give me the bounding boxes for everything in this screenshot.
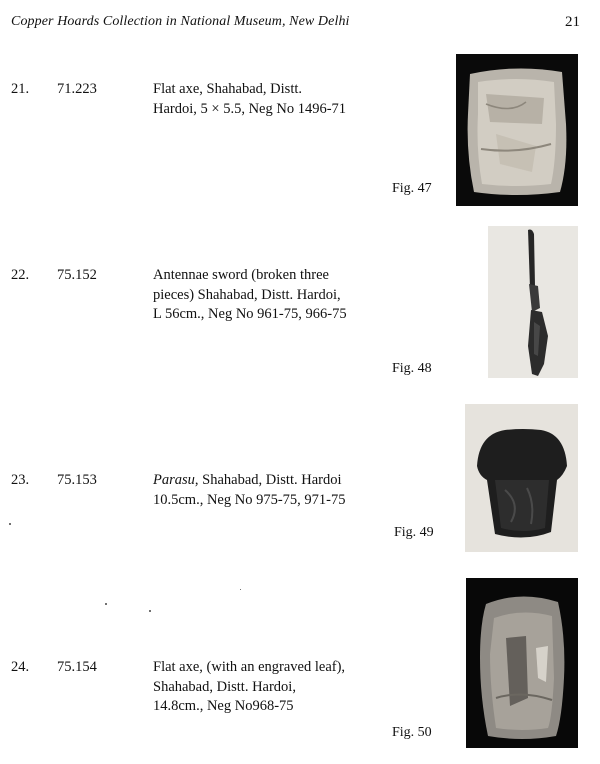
- entry-description: [153, 658, 348, 717]
- figure-label: Fig. 49: [394, 525, 434, 540]
- entry-number: 22.: [11, 267, 30, 283]
- accession-number: 75.153: [57, 472, 97, 488]
- entry-number: 23.: [11, 472, 30, 488]
- entry-number: 21.: [11, 81, 30, 97]
- entry-description-italic: Parasu: [153, 472, 195, 488]
- running-header-title: Copper Hoards Collection in National Museum, New Delhi: [11, 14, 350, 29]
- entry-description-text: Antennae sword (broken three pieces) Shahabad, Distt. Hardoi, L 56cm., Neg No 961-75, 966-75: [153, 267, 347, 322]
- artifact-photo: [488, 226, 578, 378]
- figure-label: Fig. 47: [392, 181, 432, 196]
- figure-label: Fig. 50: [392, 725, 432, 740]
- artifact-photo: [466, 578, 578, 748]
- scan-speck: [149, 610, 151, 612]
- entry-description-text: , Shahabad, Distt. Hardoi 10.5cm., Neg No 975-75, 971-75: [153, 472, 346, 508]
- entry-description: [153, 80, 348, 119]
- artifact-photo: [465, 404, 578, 552]
- page-number: 21: [565, 14, 580, 30]
- artifact-photo: [456, 54, 578, 206]
- accession-number: 71.223: [57, 81, 97, 97]
- entry-description: [153, 266, 348, 325]
- entry-number: 24.: [11, 659, 30, 675]
- scan-speck: [9, 523, 11, 525]
- figure-label: Fig. 48: [392, 361, 432, 376]
- scan-speck: [240, 589, 241, 590]
- scan-speck: [105, 603, 107, 605]
- entry-description: [153, 471, 348, 510]
- entry-description-text: Flat axe, (with an engraved leaf), Shahabad, Distt. Hardoi, 14.8cm., Neg No968-75: [153, 659, 346, 714]
- accession-number: 75.154: [57, 659, 97, 675]
- accession-number: 75.152: [57, 267, 97, 283]
- entry-description-text: Flat axe, Shahabad, Distt. Hardoi, 5 × 5.5, Neg No 1496-71: [153, 81, 347, 117]
